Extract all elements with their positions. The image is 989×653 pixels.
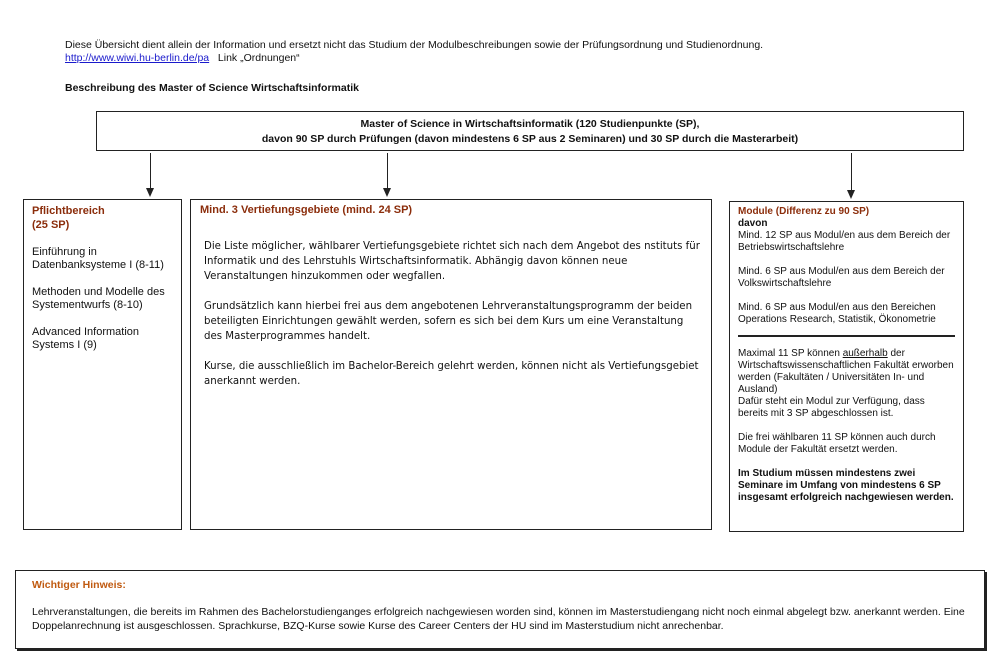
arrow-to-vertiefung — [387, 153, 388, 189]
program-summary-line1: Master of Science in Wirtschaftsinformatik (120 Studienpunkte (SP), — [360, 118, 700, 130]
vertiefung-paragraph: Kurse, die ausschließlich im Bachelor-Bereich gelehrt werden, können nicht als Vertiefungsgebiet anerkannt werden. — [204, 361, 699, 387]
arrowhead-module — [847, 190, 855, 199]
pflicht-module: Methoden und Modelle des Systementwurfs (8-10) — [32, 286, 165, 311]
vertiefung-paragraph: Grundsätzlich kann hierbei frei aus dem angebotenen Lehrveranstaltungsprogramm der beiden beteiligten Einrichtungen gewählt werden, sofern es sich bei dem Kurs um eine Veranstaltung des Masterprogrammes handelt. — [204, 301, 693, 342]
intro-line: Diese Übersicht dient allein der Information und ersetzt nicht das Studium der Modulbeschreibungen sowie der Prüfungsordnung und Studienordnung. — [65, 39, 764, 51]
module-or: Mind. 6 SP aus Modul/en aus den Bereichen Operations Research, Statistik, Ökonometrie — [738, 302, 936, 325]
vertiefung-title: Mind. 3 Vertiefungsgebiete (mind. 24 SP) — [200, 204, 413, 216]
pflicht-module: Einführung in Datenbanksysteme I (8-11) — [32, 246, 164, 271]
module-divider — [738, 335, 955, 337]
link-suffix: Link „Ordnungen“ — [217, 52, 300, 64]
intro-link-line — [65, 52, 965, 65]
module-davon: davon — [738, 218, 768, 229]
pflicht-module: Advanced Information Systems I (9) — [32, 326, 140, 351]
intro-text — [65, 39, 965, 65]
vertiefung-paragraph: Die Liste möglicher, wählbarer Vertiefungsgebiete richtet sich nach dem Angebot des nstituts für Informatik und des Lehrstuhls Wirtschaftsinformatik. Abhängig davon können neue Veranstaltungen hinzukommen oder wegfallen. — [204, 241, 700, 282]
arrow-to-pflicht — [150, 153, 151, 189]
vertiefungsgebiete-box — [190, 199, 712, 530]
module-box — [729, 201, 964, 532]
important-note-box — [15, 570, 985, 649]
module-title: Module (Differenz zu 90 SP) — [738, 206, 870, 217]
module-seminare: Im Studium müssen mindestens zwei Seminare im Umfang von mindestens 6 SP insgesamt erfolgreich nachgewiesen werden. — [738, 468, 954, 503]
module-frei: Die frei wählbaren 11 SP können auch durch Module der Fakultät ersetzt werden. — [738, 432, 936, 455]
module-extern: Maximal 11 SP können außerhalb der Wirtschaftswissenschaftlichen Fakultät erworben werden (Fakultäten / Universitäten In- und Ausland) — [738, 348, 954, 395]
module-extern-note: Dafür steht ein Modul zur Verfügung, dass bereits mit 3 SP abgeschlossen ist. — [738, 396, 925, 419]
pflichtbereich-title: Pflichtbereich (25 SP) — [32, 205, 105, 231]
pflichtbereich-box — [23, 199, 182, 530]
module-vwl: Mind. 6 SP aus Modul/en aus dem Bereich der Volkswirtschaftslehre — [738, 266, 945, 289]
arrowhead-pflicht — [146, 188, 154, 197]
program-summary-line2: davon 90 SP durch Prüfungen (davon mindestens 6 SP aus 2 Seminaren) und 30 SP durch die Masterarbeit) — [261, 133, 799, 145]
arrowhead-vertiefung — [383, 188, 391, 197]
note-text: Lehrveranstaltungen, die bereits im Rahmen des Bachelorstudienganges erfolgreich nachgewiesen worden sind, können im Masterstudiengang nicht noch einmal abgelegt bzw. anerkannt werden. Eine Doppelanrechnung ist ausgeschlossen. Sprachkurse, BZQ-Kurse sowie Kurse des Career Centers der HU sind im Masterstudium nicht anrechenbar. — [32, 606, 965, 632]
note-title: Wichtiger Hinweis: — [32, 579, 126, 591]
page-heading: Beschreibung des Master of Science Wirtschaftsinformatik — [65, 82, 359, 94]
vertiefung-body — [200, 239, 702, 389]
module-bwl: Mind. 12 SP aus Modul/en aus dem Bereich der Betriebswirtschaftslehre — [738, 230, 951, 253]
arrow-to-module — [851, 153, 852, 191]
ordnungen-link[interactable]: http://www.wiwi.hu-berlin.de/pa — [65, 52, 210, 64]
program-summary-box — [96, 111, 964, 151]
